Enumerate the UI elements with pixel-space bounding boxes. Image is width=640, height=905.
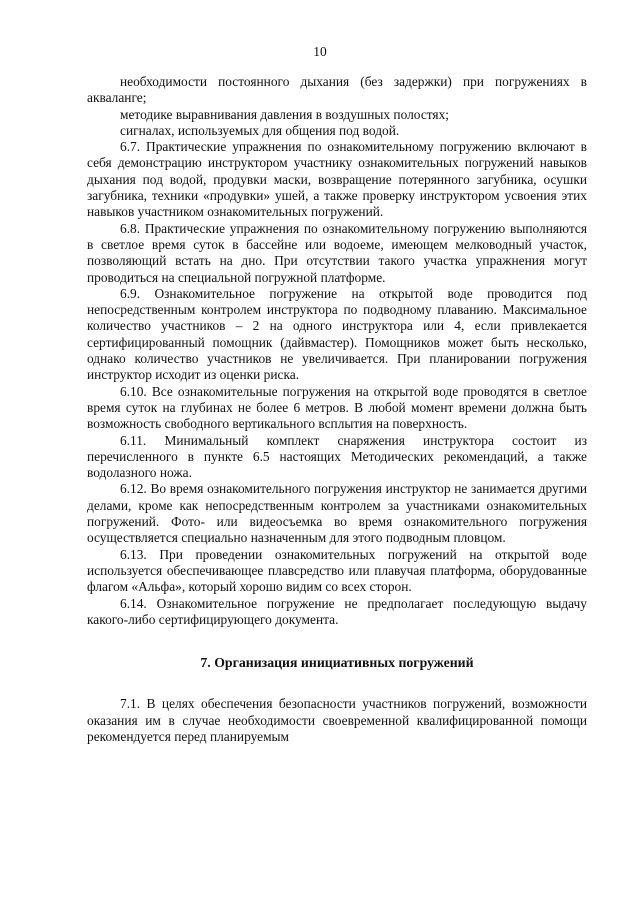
paragraph: методике выравнивания давления в воздушных полостях;: [120, 106, 450, 122]
paragraph: сигналах, используемых для общения под водой.: [120, 122, 400, 138]
paragraph: 6.8. Практические упражнения по ознакомительному погружению выполняются в светлое время суток в бассейне или водоеме, имеющем мелководный участок, позволяющий встать на дно. При отсутствии такого участка упражнения могут проводиться на специальной погружной платформе.: [87, 220, 587, 285]
paragraph: 6.14. Ознакомительное погружение не предполагает последующую выдачу какого-либо сертифицирующего документа.: [87, 595, 587, 627]
paragraphs-after-heading: [87, 696, 587, 745]
paragraph: 7.1. В целях обеспечения безопасности участников погружений, возможности оказания им в случае необходимости своевременной квалифицированной помощи рекомендуется перед планируемым: [87, 696, 587, 744]
paragraph: 6.7. Практические упражнения по ознакомительному погружению включают в себя демонстрацию инструктором участнику ознакомительных погружений навыков дыхания под водой, продувки маски, возвращение потерянного загубника, осушки загубника, техники «продувки» ушей, а также проверку инструктором усвоения этих навыков участником ознакомительных погружений.: [87, 139, 587, 220]
paragraph: 6.12. Во время ознакомительного погружения инструктор не занимается другими делами, кроме как непосредственным контролем за участниками ознакомительных погружений. Фото- или видеосъемка во время ознакомительного погружения осуществляется специально назначенным для этого подводным пловцом.: [87, 481, 587, 546]
page-number: 10: [313, 44, 327, 59]
paragraphs-before-heading: [87, 74, 587, 628]
paragraph: 6.9. Ознакомительное погружение на открытой воде проводится под непосредственным контролем инструктора по подводному плаванию. Максимальное количество участников – 2 на одного инструктора или 4, если привлекается сертифицированный помощник (дайвмастер). Помощников может быть несколько, однако количество участников не увеличивается. При планировании погружения инструктор исходит из оценки риска.: [87, 285, 587, 383]
paragraph: 6.10. Все ознакомительные погружения на открытой воде проводятся в светлое время суток на глубинах не более 6 метров. В любой момент времени должна быть возможность свободного вертикального всплытия на поверхность.: [87, 383, 587, 432]
paragraph: необходимости постоянного дыхания (без задержки) при погружениях в акваланге;: [87, 74, 587, 106]
section-heading: 7. Организация инициативных погружений: [200, 655, 474, 671]
paragraph: 6.11. Минимальный комплект снаряжения инструктора состоит из перечисленного в пункте 6.5 настоящих Методических рекомендаций, а также водолазного ножа.: [87, 432, 587, 481]
paragraph: 6.13. При проведении ознакомительных погружений на открытой воде используется обеспечивающее плавсредство или плавучая платформа, оборудованные флагом «Альфа», который хорошо видим со всех сторон.: [87, 546, 587, 595]
document-body: [87, 74, 587, 745]
